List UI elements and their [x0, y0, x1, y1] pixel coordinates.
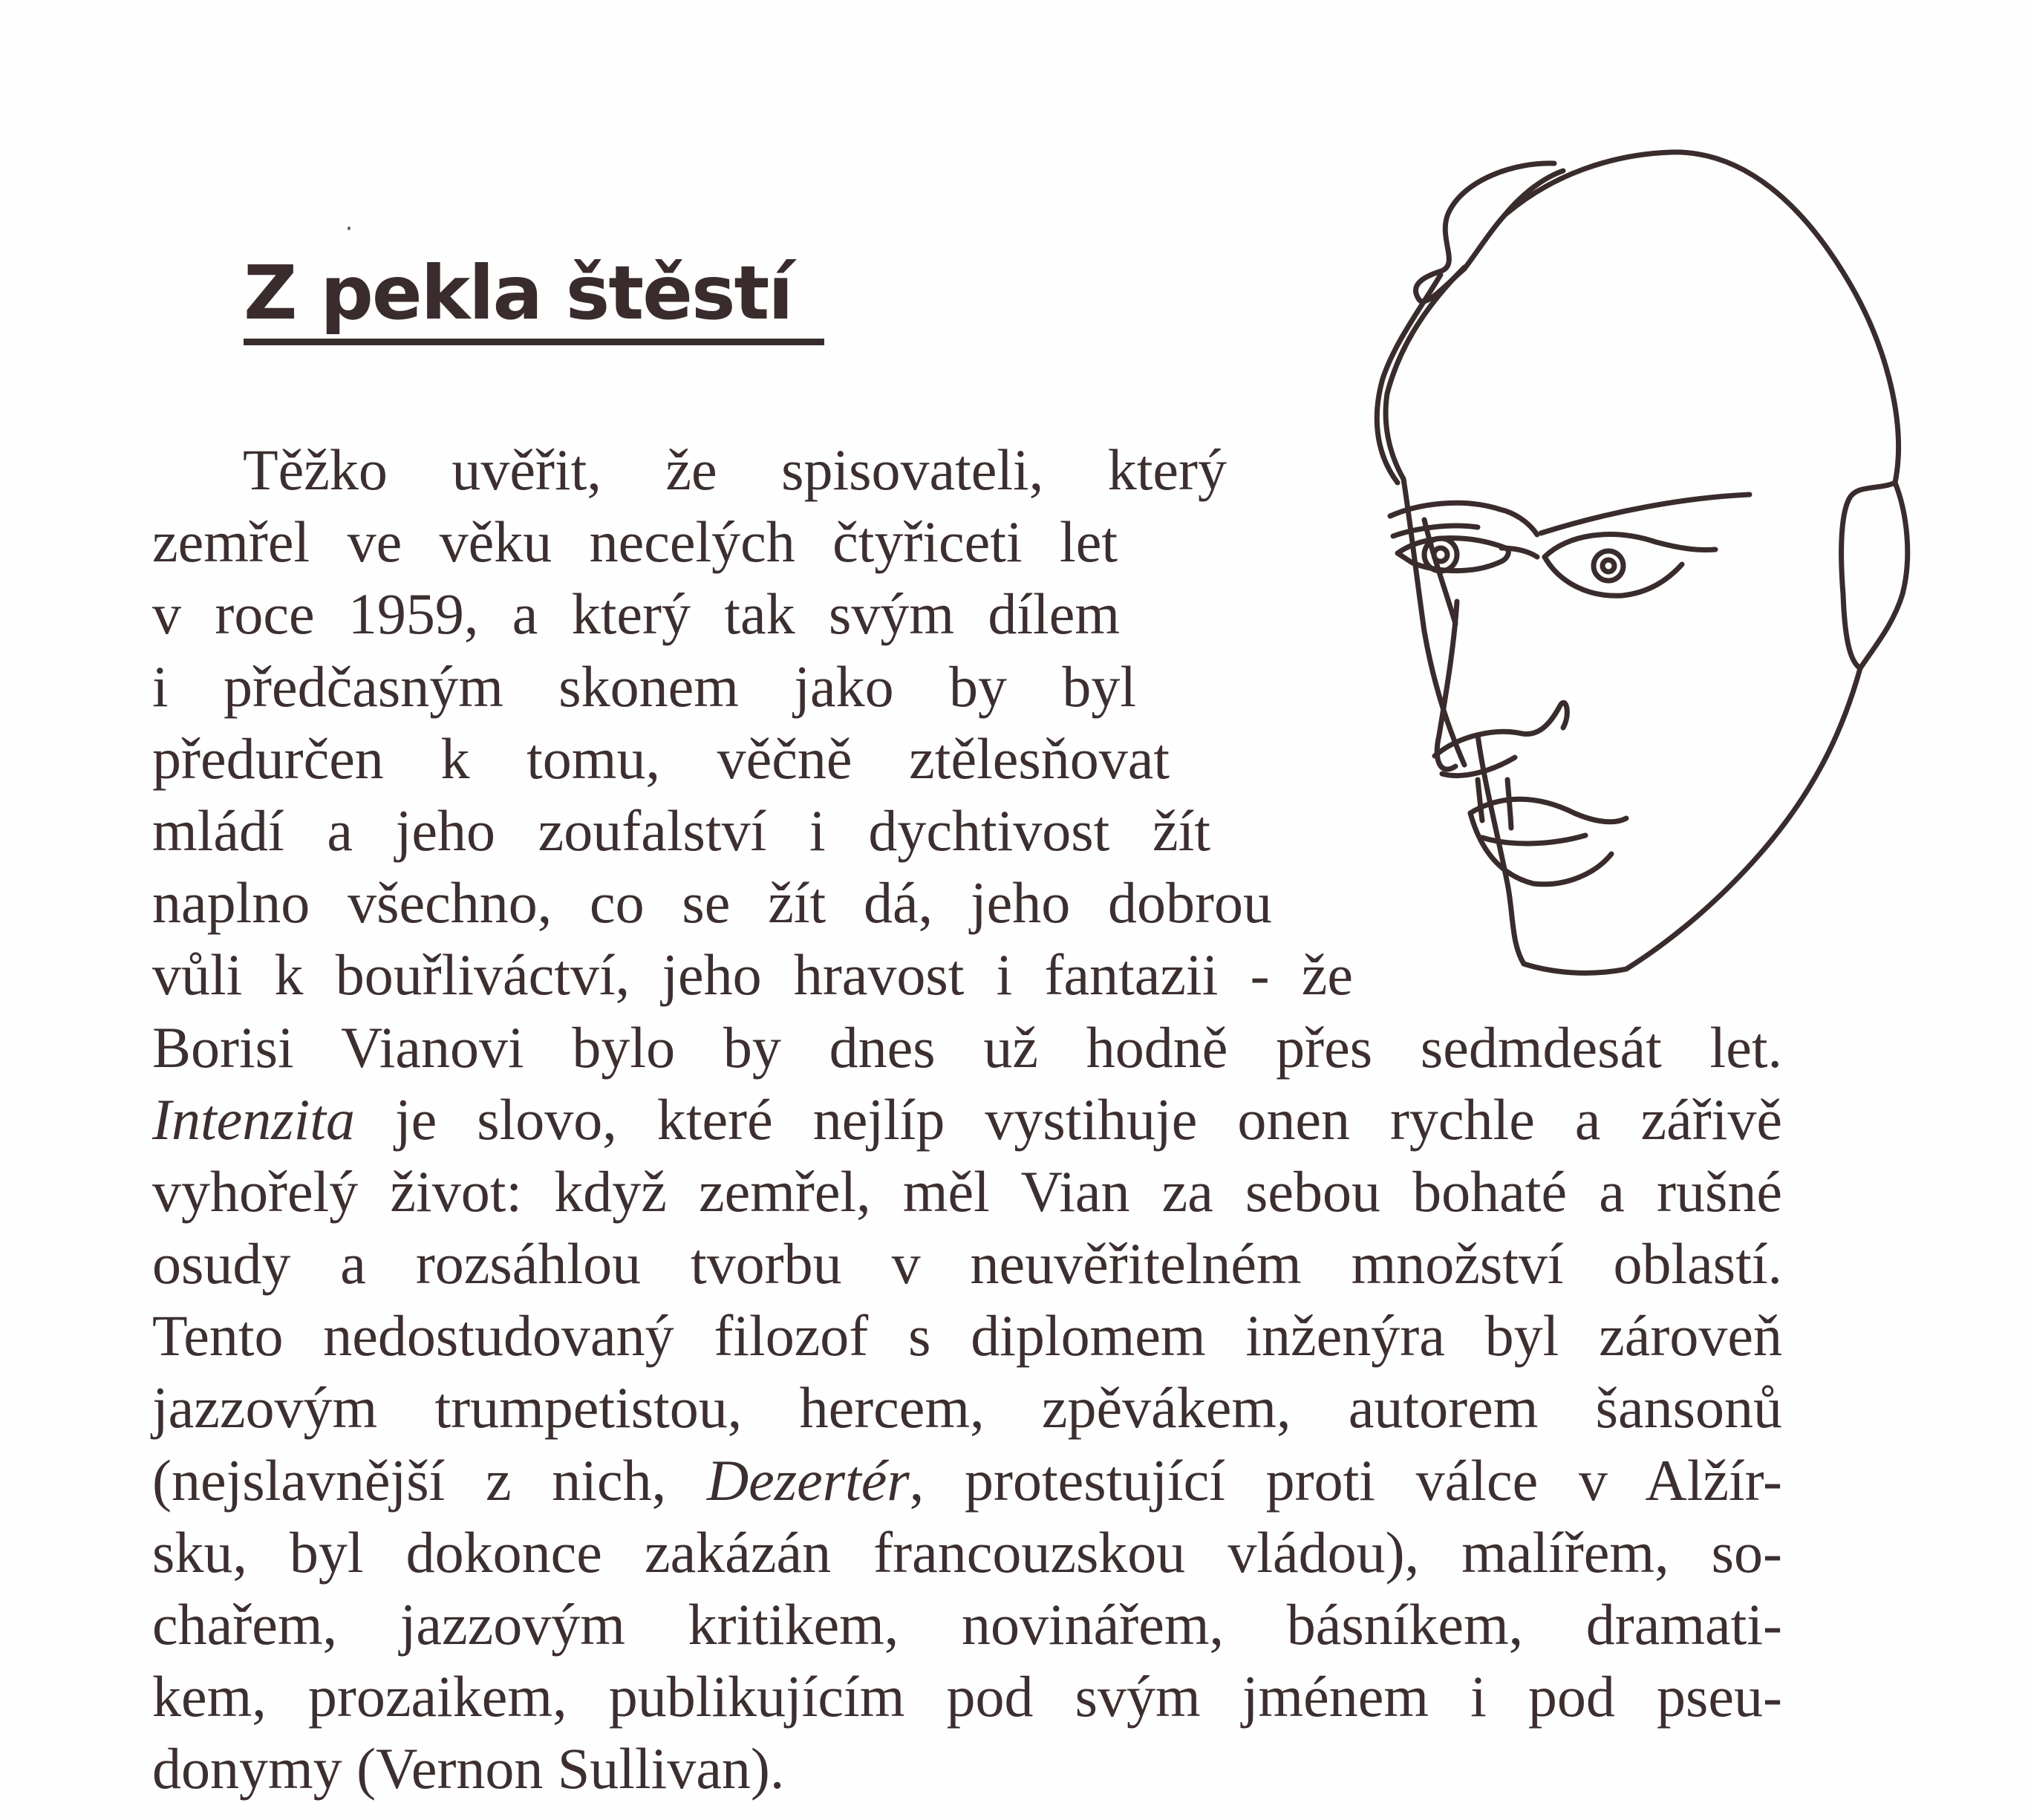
text-line	[152, 1227, 1782, 1299]
text-run: vůli k bouřliváctví, jeho hravost i fantazii - že	[152, 942, 1353, 1008]
text-run: jazzovým trumpetistou, hercem, zpěvákem, autorem šansonů	[152, 1375, 1782, 1441]
text-run: chařem, jazzovým kritikem, novinářem, básníkem, dramati-	[152, 1592, 1782, 1657]
text-run: Tento nedostudovaný filozof s diplomem inženýra byl zároveň	[152, 1303, 1782, 1369]
text-run: je slovo, které nejlíp vystihuje onen rychle a zářivě	[354, 1086, 1782, 1152]
text-line	[152, 1371, 1782, 1444]
text-run: naplno všechno, co se žít dá, jeho dobrou	[152, 870, 1272, 936]
text-run: zemřel ve věku necelých čtyřiceti let	[152, 509, 1118, 575]
text-run: (nejslavnější z nich,	[152, 1447, 707, 1513]
text-line	[152, 1516, 1782, 1588]
text-run: , protestující proti válce v Alžír-	[909, 1447, 1782, 1513]
text-line	[152, 1155, 1782, 1227]
text-run: Těžko uvěřit, že spisovateli, který	[243, 437, 1227, 502]
text-line	[152, 578, 1120, 650]
text-line	[152, 434, 1227, 506]
text-line	[152, 1083, 1782, 1155]
text-run: mládí a jeho zoufalství i dychtivost žít	[152, 798, 1210, 863]
title-underline	[244, 339, 824, 345]
text-run: donymy (Vernon Sullivan).	[152, 1736, 785, 1801]
text-line	[152, 650, 1136, 723]
text-run: osudy a rozsáhlou tvorbu v neuvěřitelném množství oblastí.	[152, 1231, 1782, 1296]
print-speck	[348, 226, 351, 230]
line-drawing-portrait-icon	[1329, 141, 1923, 1010]
text-run: předurčen k tomu, věčně ztělesňovat	[152, 725, 1170, 791]
article-title: Z pekla štěstí	[244, 249, 792, 336]
text-run: vyhořelý život: když zemřel, měl Vian za sebou bohaté a rušné	[152, 1158, 1782, 1224]
italic-song-title: Dezertér	[706, 1447, 910, 1513]
italic-term: Intenzita	[152, 1086, 355, 1152]
text-run: sku, byl dokonce zakázán francouzskou vládou), malířem, so-	[152, 1519, 1782, 1585]
text-line	[152, 1011, 1782, 1083]
text-line	[152, 506, 1118, 578]
text-run: Borisi Vianovi bylo by dnes už hodně přes sedmdesát let.	[152, 1014, 1782, 1080]
text-line	[152, 1588, 1782, 1660]
text-line	[152, 867, 1272, 939]
text-line	[152, 1444, 1782, 1516]
text-run: kem, prozaikem, publikujícím pod svým jménem i pod pseu-	[152, 1664, 1782, 1729]
text-line	[152, 723, 1170, 795]
text-line	[152, 1299, 1782, 1371]
text-line	[152, 795, 1210, 867]
text-run: v roce 1959, a který tak svým dílem	[152, 581, 1120, 647]
text-line	[152, 1660, 1782, 1732]
text-run: i předčasným skonem jako by byl	[152, 653, 1136, 719]
text-line	[152, 1732, 1786, 1804]
text-line	[152, 939, 1353, 1011]
